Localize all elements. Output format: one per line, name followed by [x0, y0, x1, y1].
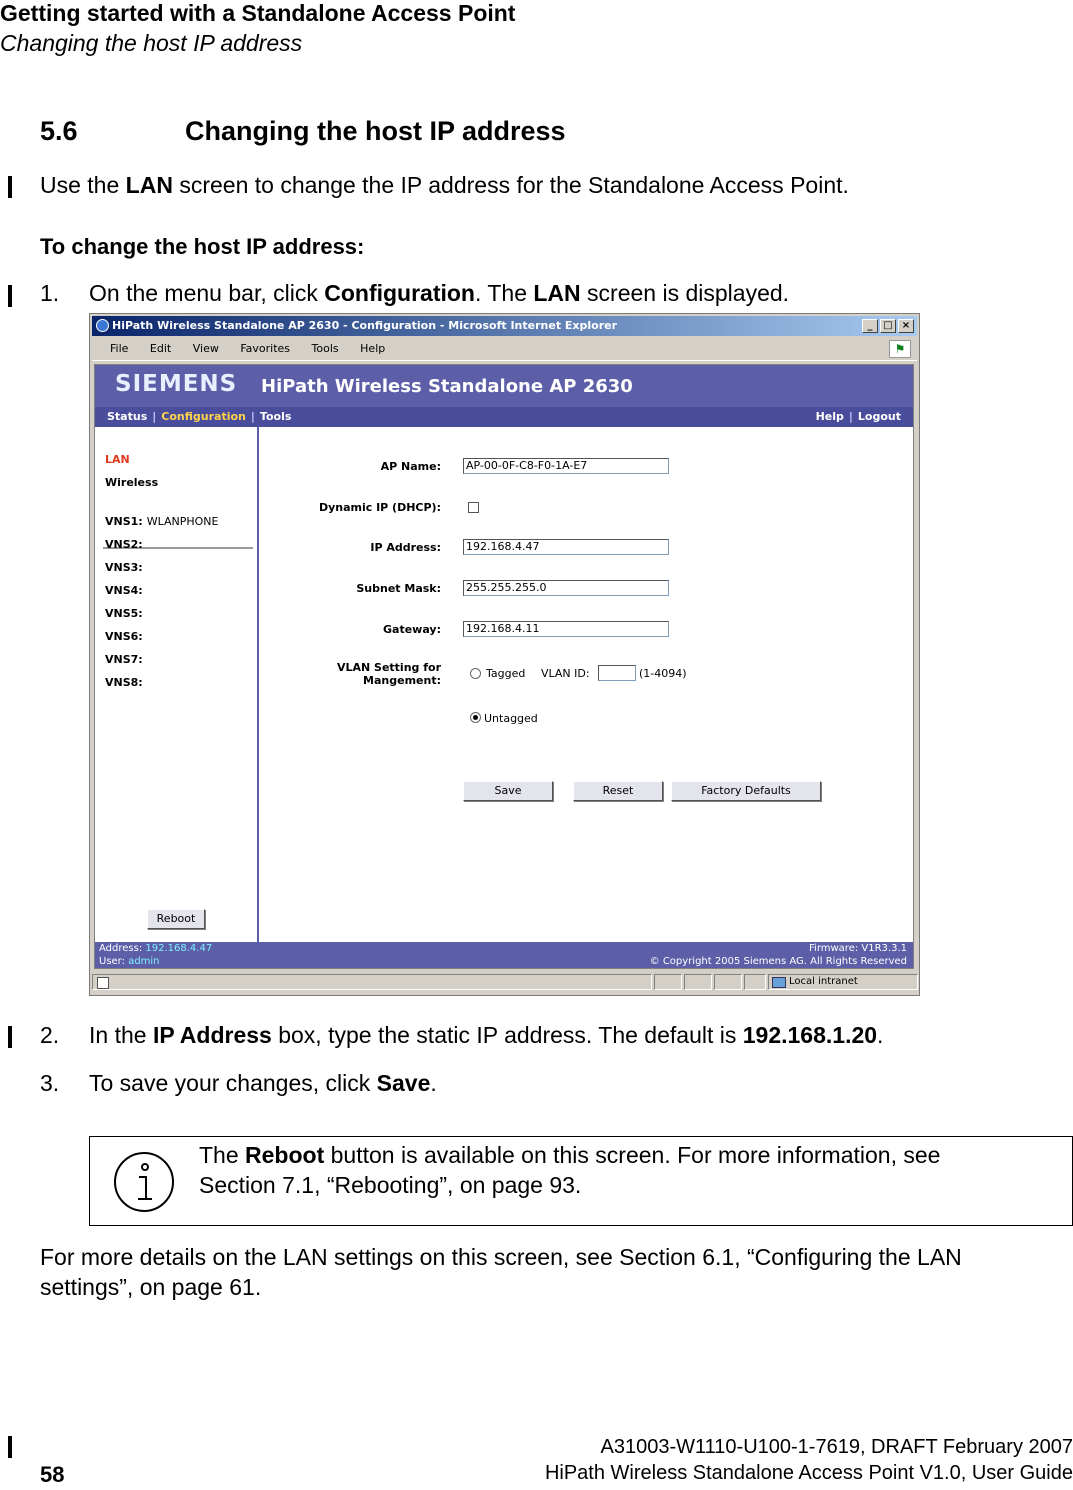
menu-file[interactable]: File [110, 342, 129, 355]
reboot-button[interactable]: Reboot [147, 909, 205, 929]
section-title: Changing the host IP address [185, 116, 566, 146]
page-number: 58 [40, 1462, 65, 1487]
firmware-version: Firmware: V1R3.3.1 [809, 943, 907, 954]
section-number: 5.6 [40, 116, 78, 146]
product-title: HiPath Wireless Standalone AP 2630 [261, 376, 633, 397]
running-header-title: Getting started with a Standalone Access Point [0, 0, 516, 26]
address-readout: Address: 192.168.4.47 [99, 943, 213, 954]
nav-help[interactable]: Help [815, 410, 844, 423]
closing-paragraph: For more details on the LAN settings on this screen, see Section 6.1, “Configuring the LAN settings”, on page 61. [40, 1244, 962, 1300]
sidebar-item-wireless[interactable]: Wireless [105, 476, 159, 489]
untagged-radio[interactable] [470, 712, 481, 723]
browser-menubar [92, 338, 917, 361]
footer-guide-title: HiPath Wireless Standalone Access Point V1.0, User Guide [544, 1462, 1073, 1484]
nav-configuration[interactable]: Configuration [161, 410, 246, 423]
procedure-title: To change the host IP address: [40, 234, 365, 259]
vlan-id-input[interactable] [598, 665, 636, 681]
banner [95, 365, 913, 407]
menu-tools[interactable]: Tools [311, 342, 339, 355]
sidebar-item-vns3[interactable]: VNS3: [105, 561, 143, 574]
menu-favorites[interactable]: Favorites [240, 342, 291, 355]
nav-tools[interactable]: Tools [259, 410, 292, 423]
step-3: 3. To save your changes, click Save. [40, 1070, 437, 1096]
step-2: 2. In the IP Address box, type the static IP address. The default is 192.168.1.20. [40, 1022, 884, 1048]
footer-doc-id: A31003-W1110-U100-1-7619, DRAFT February 2007 [600, 1436, 1073, 1458]
section-heading [40, 116, 566, 147]
sidebar-item-vns8[interactable]: VNS8: [105, 676, 143, 689]
sidebar-item-vns4[interactable]: VNS4: [105, 584, 143, 597]
minimize-button[interactable]: _ [862, 319, 878, 333]
change-bar [8, 285, 12, 307]
intranet-icon [772, 977, 786, 988]
page-footer-bar [95, 942, 913, 968]
ap-name-label: AP Name: [380, 460, 441, 473]
zone-indicator: Local intranet [768, 974, 918, 990]
sidebar-item-vns1[interactable]: VNS1: WLANPHONE [105, 515, 219, 528]
sidebar-item-vns6[interactable]: VNS6: [105, 630, 143, 643]
vlan-id-label: VLAN ID: [541, 667, 590, 680]
vlan-range-hint: (1-4094) [639, 667, 687, 680]
tagged-radio[interactable] [470, 668, 481, 679]
menu-edit[interactable]: Edit [149, 342, 172, 355]
browser-screenshot [89, 313, 920, 996]
change-bar [8, 1436, 12, 1458]
user-readout: User: admin [99, 956, 160, 967]
factory-defaults-button[interactable]: Factory Defaults [671, 781, 821, 801]
vlan-setting-label: VLAN Setting for Mangement: [336, 661, 441, 687]
ip-address-label: IP Address: [370, 541, 441, 554]
sidebar-item-lan[interactable]: LAN [105, 453, 130, 466]
web-page [94, 364, 914, 969]
menu-help[interactable]: Help [360, 342, 386, 355]
sidebar-item-vns2[interactable]: VNS2: [105, 538, 143, 551]
note-text: The Reboot button is available on this screen. For more information, see Section 7.1, “Rebooting”, on page 93. [199, 1142, 941, 1198]
subnet-mask-label: Subnet Mask: [356, 582, 441, 595]
ap-name-input[interactable]: AP-00-0F-C8-F0-1A-E7 [463, 458, 669, 474]
tagged-label: Tagged [486, 667, 526, 680]
internet-explorer-icon [96, 319, 109, 332]
change-bar [8, 176, 12, 198]
running-header-subtitle: Changing the host IP address [0, 30, 303, 56]
windows-flag-icon: ⚑ [889, 340, 911, 358]
top-nav: Status | Configuration | Tools Help | Logout [95, 407, 913, 427]
ip-address-input[interactable]: 192.168.4.47 [463, 539, 669, 555]
status-main [92, 974, 652, 990]
reset-button[interactable]: Reset [573, 781, 663, 801]
info-note-icon [112, 1150, 176, 1214]
subnet-mask-input[interactable]: 255.255.255.0 [463, 580, 669, 596]
intro-paragraph: Use the LAN screen to change the IP address for the Standalone Access Point. [40, 172, 849, 198]
note-box [89, 1136, 1073, 1226]
window-titlebar: HiPath Wireless Standalone AP 2630 - Configuration - Microsoft Internet Explorer _ □ × [92, 316, 917, 336]
page-icon [97, 977, 109, 989]
gateway-input[interactable]: 192.168.4.11 [463, 621, 669, 637]
sidebar-item-vns5[interactable]: VNS5: [105, 607, 143, 620]
menu-view[interactable]: View [192, 342, 219, 355]
save-button[interactable]: Save [463, 781, 553, 801]
close-button[interactable]: × [898, 319, 914, 333]
change-bar [8, 1026, 12, 1048]
sidebar [95, 427, 259, 942]
nav-logout[interactable]: Logout [857, 410, 901, 423]
dhcp-label: Dynamic IP (DHCP): [318, 501, 441, 514]
dhcp-checkbox[interactable] [468, 502, 479, 513]
siemens-logo: SIEMENS [115, 371, 238, 397]
sidebar-item-vns7[interactable]: VNS7: [105, 653, 143, 666]
maximize-button[interactable]: □ [880, 319, 896, 333]
gateway-label: Gateway: [383, 623, 441, 636]
step-1: 1. On the menu bar, click Configuration. The LAN screen is displayed. [40, 280, 790, 306]
browser-statusbar [92, 972, 917, 992]
nav-status[interactable]: Status [107, 410, 148, 423]
copyright-text: © Copyright 2005 Siemens AG. All Rights Reserved [649, 956, 907, 967]
untagged-label: Untagged [484, 712, 538, 725]
